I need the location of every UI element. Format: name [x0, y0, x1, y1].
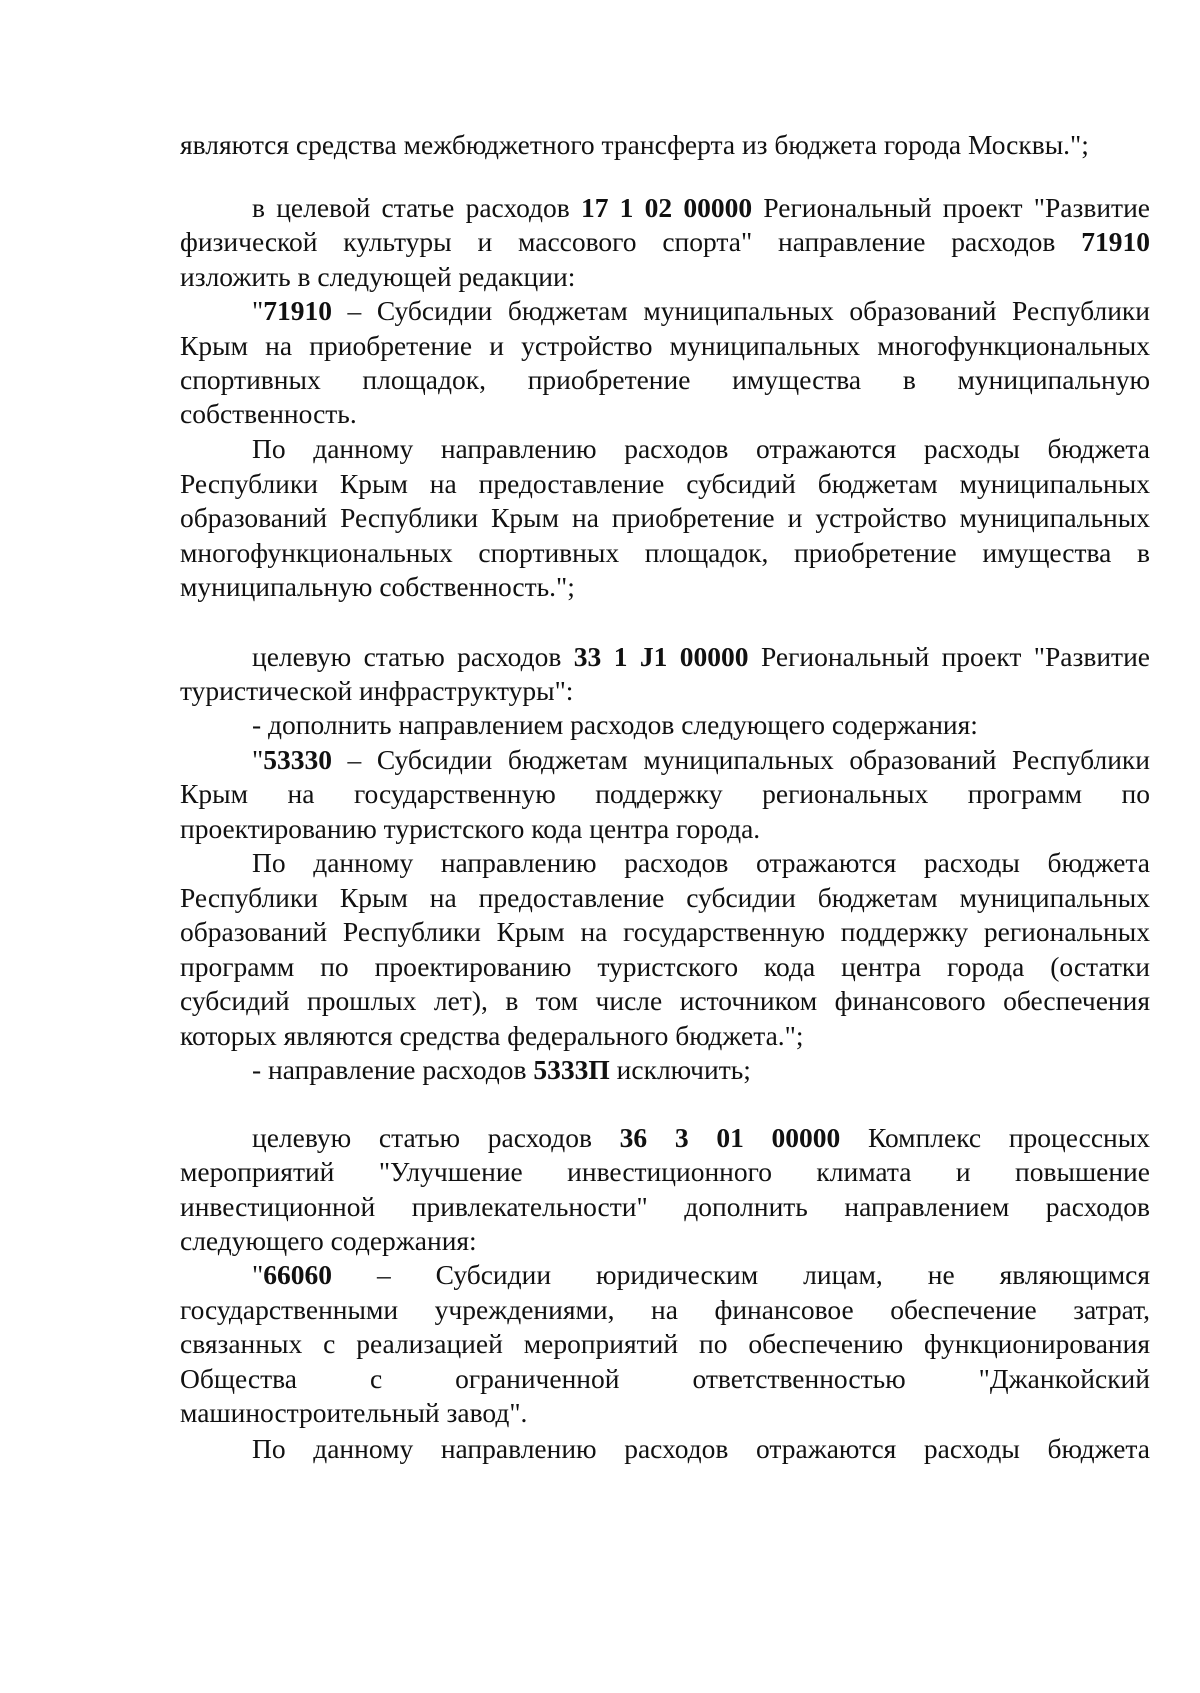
text-segment: которых являются средства федерального бюджета.";	[180, 1020, 804, 1051]
text-segment: спортивных площадок, приобретение имущества в муниципальную	[180, 364, 1150, 395]
text-segment: связанных с реализацией мероприятий по обеспечению функционирования	[180, 1328, 1150, 1359]
text-segment: физической культуры и массового спорта" направление расходов	[180, 226, 1082, 257]
text-line	[180, 466, 1150, 502]
text-segment: в целевой статье расходов	[252, 192, 581, 223]
text-segment: – Субсидии бюджетам муниципальных образований Республики	[331, 744, 1150, 775]
text-line	[252, 845, 1150, 881]
text-segment: "	[252, 744, 264, 775]
text-line	[180, 949, 1150, 985]
text-segment: образований Республики Крым на государственную поддержку региональных	[180, 916, 1150, 947]
text-line	[180, 1361, 1150, 1397]
text-segment: являются средства межбюджетного трансферта из бюджета города Москвы.";	[180, 129, 1089, 160]
text-segment: Крым на государственную поддержку региональных программ по	[180, 778, 1150, 809]
text-segment: Общества с ограниченной ответственностью "Джанкойский	[180, 1363, 1150, 1394]
text-line	[252, 639, 1150, 675]
bold-code: 17 1 02 00000	[580, 192, 753, 223]
text-line	[180, 1018, 1150, 1054]
text-line	[252, 1052, 1150, 1088]
text-line	[252, 1120, 1150, 1156]
text-segment: "	[252, 1259, 264, 1290]
text-line	[180, 776, 1150, 812]
text-line	[180, 1395, 1150, 1431]
text-segment: изложить в следующей редакции:	[180, 261, 576, 292]
text-line	[180, 1326, 1150, 1362]
text-segment: образований Республики Крым на приобретение и устройство муниципальных	[180, 502, 1150, 533]
text-line	[180, 224, 1150, 260]
bold-code: 5333П	[533, 1054, 610, 1085]
text-segment: государственными учреждениями, на финансовое обеспечение затрат,	[180, 1294, 1150, 1325]
text-segment: Крым на приобретение и устройство муниципальных многофункциональных	[180, 330, 1150, 361]
text-line	[252, 293, 1150, 329]
text-segment: Региональный проект "Развитие	[748, 641, 1150, 672]
text-line	[180, 362, 1150, 398]
text-segment: муниципальную собственность.";	[180, 571, 575, 602]
text-segment: многофункциональных спортивных площадок, приобретение имущества в	[180, 537, 1150, 568]
text-line	[180, 1223, 1150, 1259]
text-line	[180, 500, 1150, 536]
text-segment: – Субсидии бюджетам муниципальных образований Республики	[331, 295, 1150, 326]
text-segment: целевую статью расходов	[252, 641, 574, 672]
bold-code: 71910	[1081, 226, 1150, 257]
text-segment: субсидий прошлых лет), в том числе источником финансового обеспечения	[180, 985, 1150, 1016]
text-segment: целевую статью расходов	[252, 1122, 620, 1153]
text-line	[252, 1257, 1150, 1293]
text-segment: По данному направлению расходов отражаются расходы бюджета	[252, 1433, 1150, 1464]
bold-code: 53330	[263, 744, 332, 775]
text-segment: мероприятий "Улучшение инвестиционного климата и повышение	[180, 1156, 1150, 1187]
text-segment: следующего содержания:	[180, 1225, 477, 1256]
text-line	[180, 1189, 1150, 1225]
text-line	[252, 1431, 1150, 1467]
text-segment: По данному направлению расходов отражаются расходы бюджета	[252, 433, 1150, 464]
text-line	[180, 983, 1150, 1019]
text-line	[180, 1154, 1150, 1190]
text-segment: исключить;	[609, 1054, 751, 1085]
bold-code: 71910	[263, 295, 332, 326]
text-line	[252, 707, 1150, 743]
text-segment: – Субсидии юридическим лицам, не являющимся	[331, 1259, 1150, 1290]
text-line	[252, 190, 1150, 226]
text-line	[180, 673, 1150, 709]
text-line	[180, 259, 1150, 295]
text-segment: Республики Крым на предоставление субсидий бюджетам муниципальных	[180, 468, 1150, 499]
text-line	[180, 1292, 1150, 1328]
text-segment: собственность.	[180, 398, 357, 429]
bold-code: 33 1 J1 00000	[573, 641, 749, 672]
text-line	[180, 811, 1150, 847]
text-line	[180, 396, 1150, 432]
text-segment: машиностроительный завод".	[180, 1397, 528, 1428]
text-line	[180, 535, 1150, 571]
text-segment: туристической инфраструктуры":	[180, 675, 574, 706]
text-line	[180, 127, 1150, 163]
text-segment: - направление расходов	[252, 1054, 534, 1085]
text-segment: Республики Крым на предоставление субсидии бюджетам муниципальных	[180, 882, 1150, 913]
text-segment: - дополнить направлением расходов следующего содержания:	[252, 709, 978, 740]
text-segment: Комплекс процессных	[840, 1122, 1150, 1153]
text-segment: По данному направлению расходов отражаются расходы бюджета	[252, 847, 1150, 878]
text-segment: программ по проектированию туристского кода центра города (остатки	[180, 951, 1150, 982]
text-line	[252, 742, 1150, 778]
bold-code: 66060	[263, 1259, 332, 1290]
text-line	[180, 880, 1150, 916]
text-line	[252, 431, 1150, 467]
text-segment: инвестиционной привлекательности" дополнить направлением расходов	[180, 1191, 1150, 1222]
bold-code: 36 3 01 00000	[619, 1122, 841, 1153]
text-segment: проектированию туристского кода центра города.	[180, 813, 761, 844]
text-segment: Региональный проект "Развитие	[752, 192, 1150, 223]
text-line	[180, 328, 1150, 364]
text-line	[180, 569, 1150, 605]
text-segment: "	[252, 295, 264, 326]
text-line	[180, 914, 1150, 950]
